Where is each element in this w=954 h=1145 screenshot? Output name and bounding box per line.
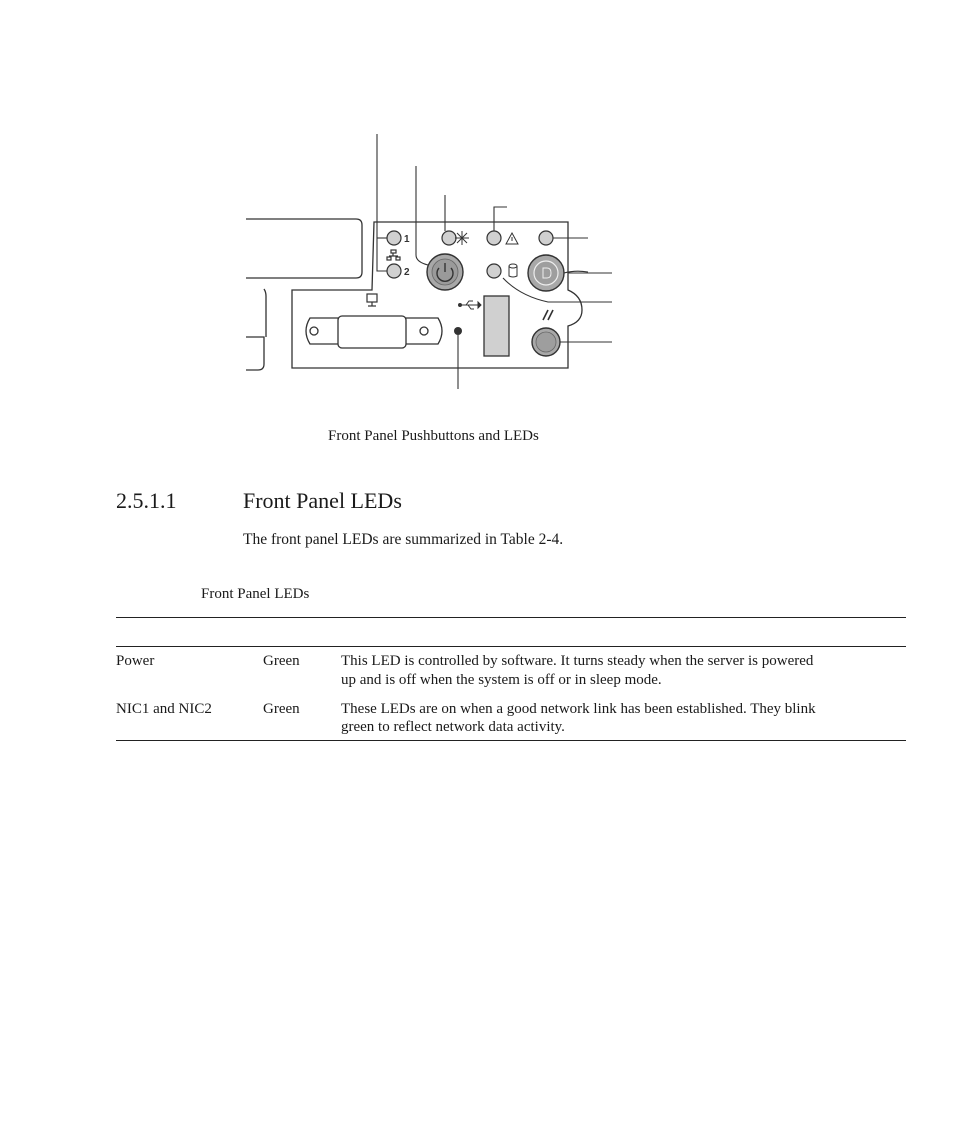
section-number: 2.5.1.1 xyxy=(116,488,177,513)
front-panel-diagram xyxy=(0,0,954,420)
warning-icon xyxy=(506,233,518,244)
reset-icon xyxy=(543,310,553,320)
network-icon xyxy=(387,250,400,260)
section-title: Front Panel LEDs xyxy=(243,488,402,513)
led-description-line: green to reflect network data activity. xyxy=(341,719,565,735)
nic1-label: 1 xyxy=(404,234,410,245)
led-color: Green xyxy=(263,653,300,669)
led-description-line: These LEDs are on when a good network link has been established. They blink xyxy=(341,701,816,717)
locator-button xyxy=(528,255,564,291)
nmi-pinhole xyxy=(454,327,462,335)
power-button xyxy=(427,254,463,290)
led-name: Power xyxy=(116,653,155,669)
power-led-symbol-icon xyxy=(455,231,469,245)
led-description-line: up and is off when the system is off or in sleep mode. xyxy=(341,672,662,688)
table-top-rule xyxy=(116,617,906,618)
fault-led xyxy=(487,231,501,245)
usb-port xyxy=(484,296,509,356)
usb-icon xyxy=(459,301,482,309)
locator-led xyxy=(539,231,553,245)
section-intro: The front panel LEDs are summarized in Table 2-4. xyxy=(243,531,564,548)
monitor-icon xyxy=(367,294,377,306)
power-led xyxy=(442,231,456,245)
nic1-led xyxy=(387,231,401,245)
table-caption: Front Panel LEDs xyxy=(201,586,310,602)
table-header-rule xyxy=(116,646,906,647)
drive-activity-led xyxy=(487,264,501,278)
drive-bay-outline xyxy=(246,219,362,278)
reset-button xyxy=(532,328,560,356)
figure-caption: Front Panel Pushbuttons and LEDs xyxy=(328,428,539,444)
table-bottom-rule xyxy=(116,740,906,741)
disk-icon xyxy=(509,264,517,277)
left-bracket-outline xyxy=(246,337,264,370)
led-color: Green xyxy=(263,701,300,717)
vga-connector xyxy=(306,316,442,348)
led-name: NIC1 and NIC2 xyxy=(116,701,212,717)
nic2-label: 2 xyxy=(404,267,410,278)
led-description-line: This LED is controlled by software. It turns steady when the server is powered xyxy=(341,653,814,669)
nic2-led xyxy=(387,264,401,278)
